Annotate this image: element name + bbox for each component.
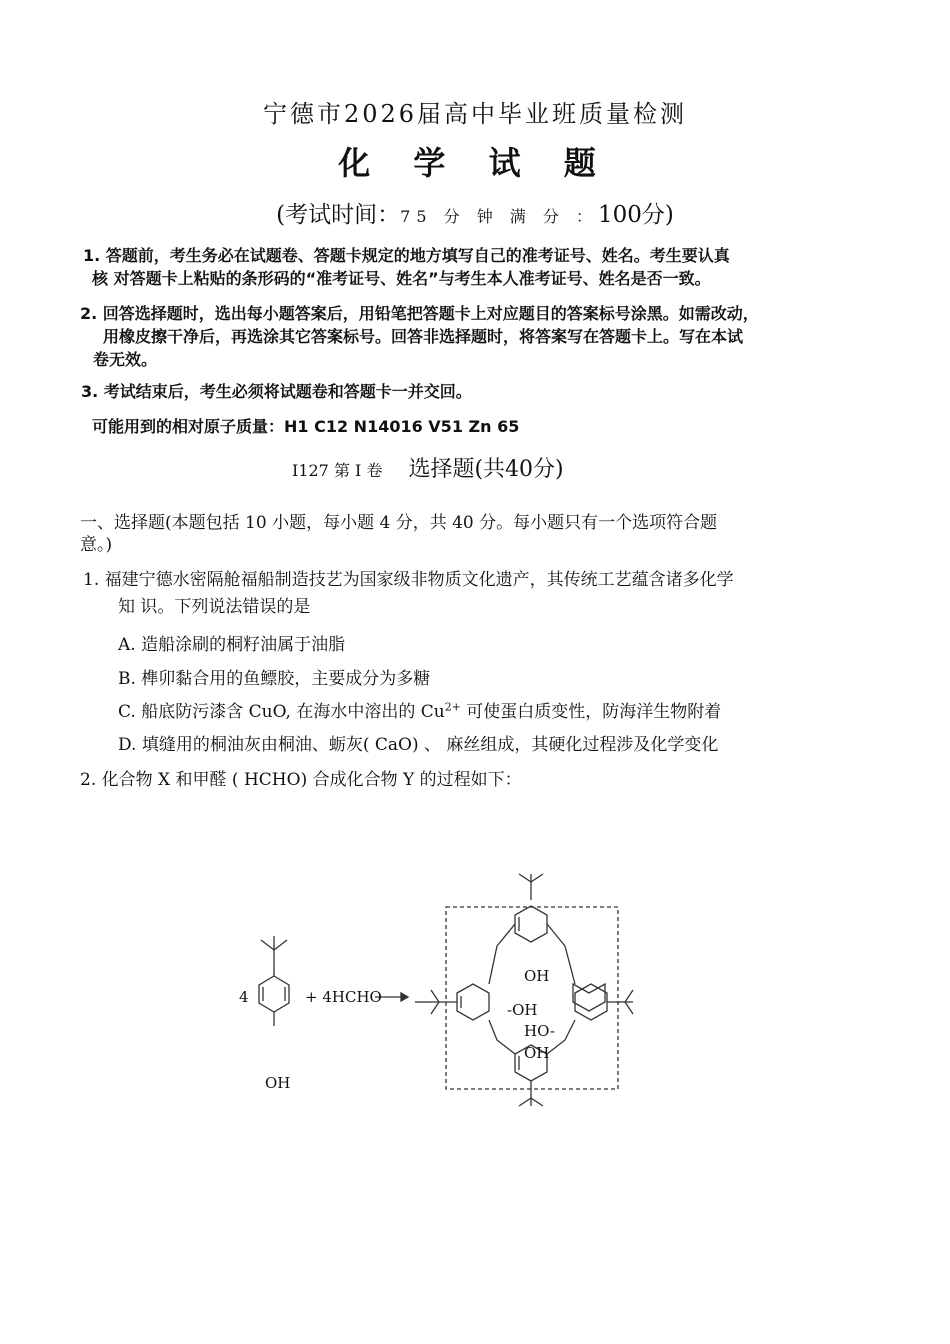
cu-charge: 2+ [444,700,461,714]
exam-time-line [0,196,950,229]
option-c-text-rest: 可使蛋白质变性，防海洋生物附着 [460,702,722,722]
reaction-scheme-svg [225,860,655,1150]
question-1-option-b: B. 榫卯黏合用的鱼鳔胶，主要成分为多糖 [118,669,431,689]
compound-y-structure [415,874,633,1106]
part-intro-line-2: 意。) [80,535,113,555]
note-3-line-1: 3. 考试结束后，考生必须将试题卷和答题卡一并交回。 [81,382,472,401]
section-prefix: I127 第 I 卷 [292,461,383,480]
section-title: 选择题(共40分) [408,457,564,482]
part-intro-line-1: 一、选择题(本题包括 10 小题，每小题 4 分，共 40 分。每小题只有一个选项符合题 [80,513,718,533]
question-1-stem-line-2: 知 识。下列说法错误的是 [118,597,311,617]
note-2-line-1: 2. 回答选择题时，选出每小题答案后，用铅笔把答题卡上对应题目的答案标号涂黑。如需改动， [80,304,759,323]
question-1-stem-line-1: 1. 福建宁德水密隔舱福船制造技艺为国家级非物质文化遗产，其传统工艺蕴含诸多化学 [83,570,734,590]
question-1-option-c [118,697,721,722]
stoich-coefficient: 4 [239,988,249,1006]
time-open: (考试时间： [276,202,401,228]
option-c-text: C. 船底防污漆含 CuO, 在海水中溶出的 Cu [118,702,445,722]
question-1-option-d: D. 填缝用的桐油灰由桐油、蛎灰( CaO) 、 麻丝组成，其硬化过程涉及化学变化 [118,735,719,755]
reagent-formaldehyde: + 4HCHO [305,988,382,1006]
reaction-scheme-figure [225,860,655,1150]
reaction-arrow-head [401,993,408,1001]
section-heading [292,452,564,483]
compound-y-hydroxyl-4: OH [524,1044,550,1062]
compound-y-hydroxyl-3: HO- [524,1022,555,1040]
note-2-line-2: 用橡皮擦干净后，再选涂其它答案标号。回答非选择题时，将答案写在答题卡上。写在本试 [103,327,744,346]
compound-y-hydroxyl-2: -OH [507,1001,538,1019]
compound-x-structure [259,936,289,1026]
note-1-line-1: 1. 答题前，考生务必在试题卷、答题卡规定的地方填写自己的准考证号、姓名。考生要认真 [83,246,730,265]
note-1-line-2: 核 对答题卡上粘贴的条形码的“准考证号、姓名”与考生本人准考证号、姓名是否一致。 [92,269,711,288]
full-score: 100分) [597,202,674,228]
compound-y-hydroxyl-1: OH [524,967,550,985]
time-value: 75 分 钟 满 分 ： [400,207,598,226]
note-2-line-3: 卷无效。 [93,350,158,369]
question-1-option-a: A. 造船涂刷的桐籽油属于油脂 [118,635,346,655]
atomic-masses-text: 可能用到的相对原子质量：H1 C12 N14016 V51 Zn 65 [92,417,520,436]
compound-x-hydroxyl: OH [265,1074,291,1092]
atomic-masses [92,414,519,437]
question-2-stem: 2. 化合物 X 和甲醛 ( HCHO) 合成化合物 Y 的过程如下： [80,770,522,790]
exam-header-line: 宁德市2026届高中毕业班质量检测 [262,100,688,128]
subject-title: 化 学 试 题 [338,144,612,182]
